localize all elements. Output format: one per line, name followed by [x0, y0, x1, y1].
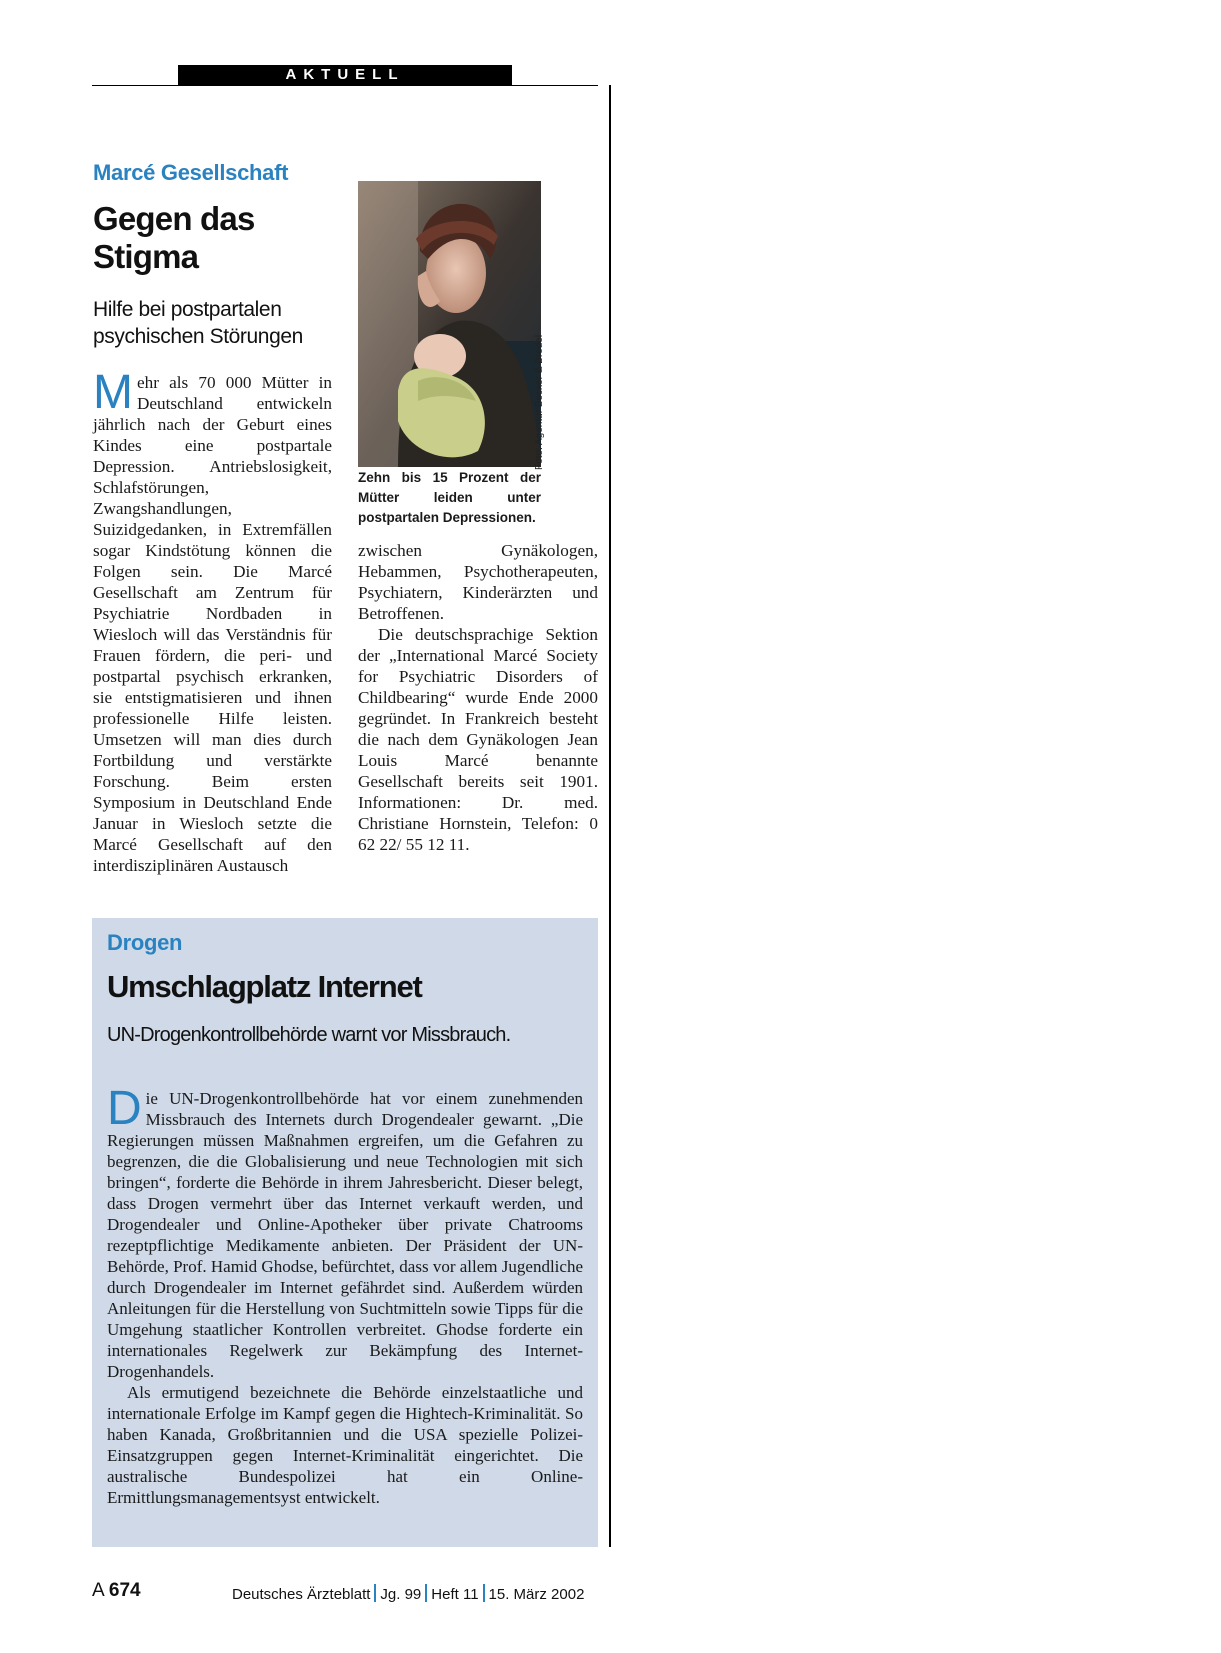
- page-prefix: A: [92, 1580, 104, 1601]
- dropcap: M: [93, 366, 133, 419]
- footer-separator: [374, 1584, 376, 1602]
- article1-column-1: [93, 366, 332, 876]
- photo-mother-baby: [358, 181, 541, 467]
- article1-paragraph: [93, 366, 332, 876]
- photo-caption: Zehn bis 15 Prozent der Mütter leiden unter postpartalen Depressionen.: [358, 470, 541, 525]
- subline-line: Hilfe bei postpartalen: [93, 298, 282, 321]
- article1-column-2: [358, 540, 598, 855]
- page-number-value: 674: [108, 1580, 141, 1601]
- journal-volume: Jg. 99: [380, 1586, 422, 1603]
- article2-p1-text: ie UN-Drogenkontrollbehörde hat vor einem zunehmenden Missbrauch des Internets durch Drogendealer gewarnt. „Die Regierungen müssen Maßnahmen ergreifen, um die Gefahren zu begrenzen, die die Globalisierung und neue Technologien mit sich bringen“, forderte die Behörde in ihrem Jahresbericht. Dieser belegt, dass Drogen vermehrt über das Internet verkauft werden, und Drogendealer und Online-Apotheker über private Chatrooms rezeptpflichtige Medikamente anbieten. Der Präsident der UN-Behörde, Prof. Hamid Ghodse, befürchtet, dass vor allem Jugendliche durch Drogendealer im Internet gefährdet sind. Außerdem würden Anleitungen für die Herstellung von Suchtmitteln sowie Tipps für die Umgehung staatlicher Kontrollen verbreitet. Ghodse forderte ein internationales Regelwerk zur Bekämpfung des Internet-Drogenhandels.: [107, 1089, 583, 1381]
- article2-headline: Umschlagplatz Internet: [107, 969, 422, 1004]
- article1-paragraph: zwischen Gynäkologen, Hebammen, Psychotherapeuten, Psychiatern, Kinderärzten und Betroffenen.: [358, 541, 598, 623]
- article1-subline: [93, 296, 303, 350]
- journal-issue: Heft 11: [431, 1586, 479, 1603]
- subline-line: psychischen Störungen: [93, 325, 303, 348]
- article2-paragraph: Als ermutigend bezeichnete die Behörde einzelstaatliche und internationale Erfolge im Kampf gegen die Hightech-Kriminalität. So haben Kanada, Großbritannien und die USA spezielle Polizei-Einsatzgruppen gegen Internet-Kriminalität eingerichtet. Die australische Bundespolizei hat ein Online-Ermittlungsmanagementsyst entwickelt.: [107, 1383, 583, 1507]
- article1-headline: [93, 200, 255, 276]
- article2-box: [92, 918, 598, 1547]
- column-rule: [609, 85, 611, 1547]
- article2-body: [107, 1082, 583, 1508]
- headline-line: Gegen das: [93, 200, 255, 237]
- journal-footer: [232, 1584, 584, 1603]
- footer-separator: [425, 1584, 427, 1602]
- journal-name: Deutsches Ärzteblatt: [232, 1586, 371, 1603]
- dropcap: D: [107, 1082, 142, 1135]
- top-rule: [92, 85, 598, 86]
- photo-credit: Foto: Agentur Becker & Bredel: [534, 334, 545, 470]
- footer-separator: [483, 1584, 485, 1602]
- article1-kicker: Marcé Gesellschaft: [93, 160, 289, 185]
- article1-col1-text: ehr als 70 000 Mütter in Deutschland entwickeln jährlich nach der Geburt eines Kindes eine postpartale Depression. Antriebslosigkeit, Schlafstörungen, Zwangshandlungen, Suizidgedanken, in Extremfällen sogar Kindstötung können die Folgen sein. Die Marcé Gesellschaft am Zentrum für Psychiatrie Nordbaden in Wiesloch will das Verständnis für Frauen fördern, die peri- und postpartal psychisch erkranken, sie entstigmatisieren und ihnen professionelle Hilfe leisten. Umsetzen will man dies durch Fortbildung und verstärkte Forschung. Beim ersten Symposium in Deutschland Ende Januar in Wiesloch setzte die Marcé Gesellschaft auf den interdisziplinären Austausch: [93, 373, 332, 875]
- article1-paragraph: Die deutschsprachige Sektion der „International Marcé Society for Psychiatric Disorders of Childbearing“ wurde Ende 2000 gegründet. In Frankreich besteht die nach dem Gynäkologen Jean Louis Marcé benannte Gesellschaft bereits seit 1901. Informationen: Dr. med. Christiane Hornstein, Telefon: 0 62 22/ 55 12 11.: [358, 625, 598, 854]
- article2-subline: UN-Drogenkontrollbehörde warnt vor Missbrauch.: [107, 1024, 511, 1046]
- photo-illustration: [358, 181, 541, 467]
- headline-line: Stigma: [93, 238, 199, 275]
- article2-kicker: Drogen: [107, 930, 183, 955]
- section-label: AKTUELL: [178, 65, 512, 85]
- article2-paragraph: [107, 1082, 583, 1382]
- page-number: [92, 1580, 141, 1602]
- journal-date: 15. März 2002: [488, 1586, 585, 1603]
